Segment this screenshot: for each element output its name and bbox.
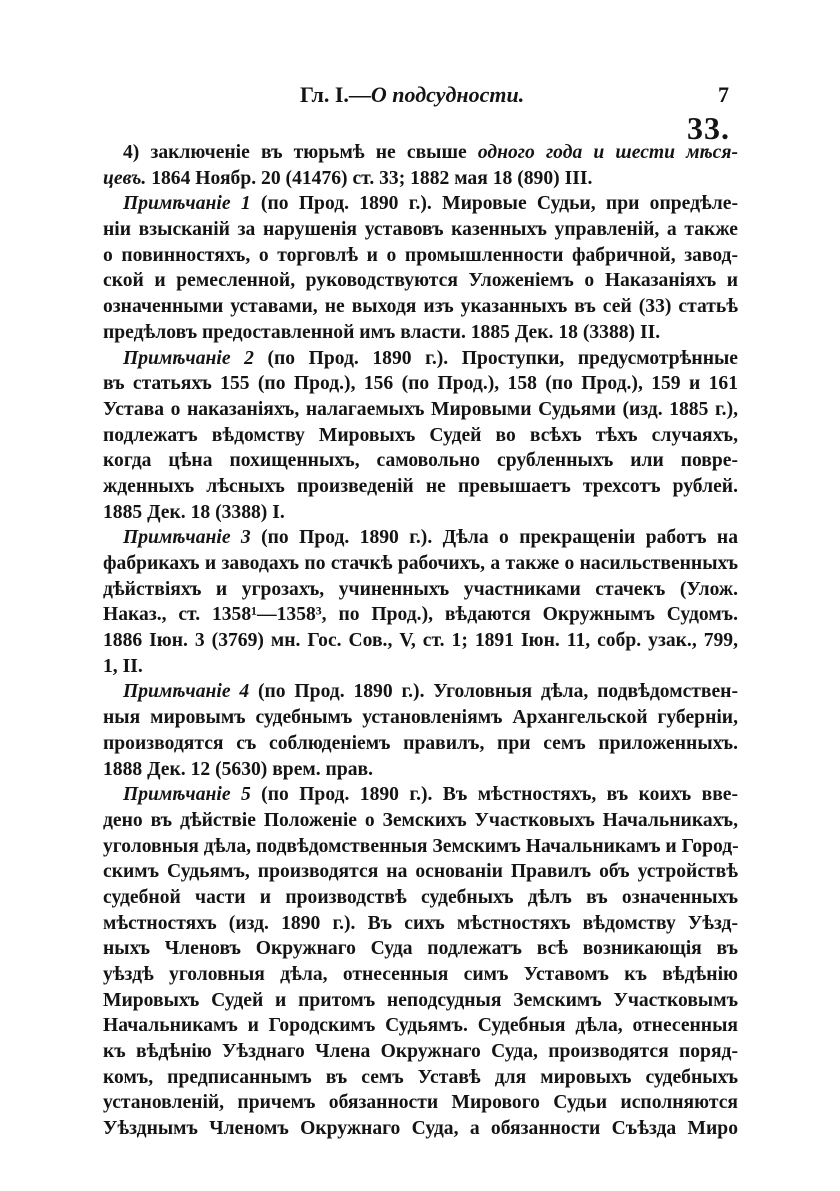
text-line: [103, 525, 738, 551]
text-line: [103, 166, 738, 192]
text-line: [103, 346, 738, 372]
text-line: ской и ремесленной, руководствуются Уложеніемъ о Наказаніяхъ и: [103, 270, 738, 292]
text-line: Уѣзднымъ Членомъ Окружнаго Суда, а обязанности Съѣзда Миро: [103, 1118, 738, 1140]
note-4-label: Примѣчаніе 4: [123, 681, 250, 703]
note-1-label: Примѣчаніе 1: [123, 193, 251, 215]
text-line: 1, II.: [103, 655, 143, 677]
text-line: когда цѣна похищенныхъ, самовольно срубленныхъ или повре-: [103, 450, 738, 472]
text-line: судебной части и производствѣ судебныхъ дѣлъ въ означенныхъ: [103, 886, 738, 908]
running-head-title: О подсудности.: [370, 82, 525, 107]
item-4-citation: 1864 Ноябр. 20 (41476) ст. 33; 1882 мая 18 (890) III.: [146, 167, 593, 189]
note-3-text: (по Прод. 1890 г.). Дѣла о прекращеніи работъ на: [250, 527, 738, 549]
text-line: Устава о наказаніяхъ, налагаемыхъ Мировыми Судьями (изд. 1885 г.),: [103, 398, 738, 420]
item-4-term-cont: цевъ.: [103, 167, 147, 189]
text-line: къ вѣдѣнію Уѣзднаго Члена Окружнаго Суда, производятся поряд-: [103, 1041, 738, 1063]
note-5-text: (по Прод. 1890 г.). Въ мѣстностяхъ, въ коихъ вве-: [250, 784, 738, 806]
text-line: установленій, причемъ обязанности Мирового Судьи исполняются: [103, 1092, 738, 1114]
text-line: ніи взысканій за нарушенія уставовъ казенныхъ управленій, а также: [103, 219, 738, 241]
page-header: [0, 82, 840, 112]
text-line: комъ, предписаннымъ въ семъ Уставѣ для мировыхъ судебныхъ: [103, 1066, 738, 1088]
text-line: Мировыхъ Судей и притомъ неподсудныя Земскимъ Участковымъ: [103, 989, 738, 1011]
note-4-text: (по Прод. 1890 г.). Уголовныя дѣла, подвѣдомствен-: [249, 681, 738, 703]
text-line: [103, 679, 738, 705]
text-line: 1886 Іюн. 3 (3769) мн. Гос. Сов., V, ст. 1; 1891 Іюн. 11, собр. узак., 799,: [103, 630, 738, 652]
note-5-label: Примѣчаніе 5: [123, 784, 251, 806]
text-line: уголовныя дѣла, подвѣдомственныя Земскимъ Начальникамъ и Город-: [103, 835, 739, 857]
text-line: мѣстностяхъ (изд. 1890 г.). Въ сихъ мѣстностяхъ вѣдомству Уѣзд-: [103, 912, 738, 934]
text-line: дѣйствіяхъ и угрозахъ, учиненныхъ участниками стачекъ (Улож.: [103, 578, 738, 600]
text-line: ныхъ Членовъ Окружнаго Суда подлежатъ всѣ возникающія въ: [103, 938, 738, 960]
item-4-term: одного года и шести мѣся-: [477, 142, 738, 163]
note-2-text: (по Прод. 1890 г.). Проступки, предусмотрѣнные: [253, 347, 738, 369]
text-line: уѣздѣ уголовныя дѣла, отнесенныя симъ Уставомъ къ вѣдѣнію: [103, 964, 738, 985]
text-line: 1888 Дек. 12 (5630) врем. прав.: [103, 758, 373, 780]
text-line: [103, 782, 738, 808]
article-body: [103, 140, 738, 1142]
text-line: [103, 191, 738, 217]
item-4-text: 4) заключеніе въ тюрьмѣ не свыше: [123, 142, 478, 163]
text-line: 1885 Дек. 18 (3388) I.: [103, 501, 285, 523]
text-line: Начальникамъ и Городскимъ Судьямъ. Судебныя дѣла, отнесенныя: [103, 1015, 738, 1037]
text-line: Наказ., ст. 1358¹—1358³, по Прод.), вѣдаются Окружнымъ Судомъ.: [103, 604, 738, 626]
text-line: производятся съ соблюденіемъ правилъ, при семъ приложенныхъ.: [103, 732, 738, 754]
text-line: означенными уставами, не выходя изъ указанныхъ въ сей (33) статьѣ: [103, 296, 738, 318]
running-head: [300, 82, 524, 108]
text-line: скимъ Судьямъ, производятся на основаніи Правилъ объ устройствѣ: [103, 861, 738, 883]
page-number: 7: [718, 82, 729, 107]
text-line: предѣловъ предоставленной имъ власти. 1885 Дек. 18 (3388) II.: [103, 321, 661, 343]
note-2-label: Примѣчаніе 2: [123, 347, 254, 369]
running-head-chapter: Гл. I.—: [300, 82, 371, 107]
text-line: фабрикахъ и заводахъ по стачкѣ рабочихъ, а также о насильственныхъ: [103, 553, 738, 574]
text-line: въ статьяхъ 155 (по Прод.), 156 (по Прод.), 158 (по Прод.), 159 и 161: [103, 373, 738, 395]
text-line: подлежатъ вѣдомству Мировыхъ Судей во всѣхъ тѣхъ случаяхъ,: [103, 424, 738, 446]
note-1-text: (по Прод. 1890 г.). Мировые Судьи, при опредѣле-: [250, 193, 738, 215]
article-number: 33.: [687, 110, 730, 146]
text-line: жденныхъ лѣсныхъ произведеній не превышаетъ трехсотъ рублей.: [103, 475, 738, 497]
text-line: [103, 140, 738, 166]
text-line: ныя мировымъ судебнымъ установленіямъ Архангельской губерніи,: [103, 707, 738, 729]
note-3-label: Примѣчаніе 3: [123, 527, 251, 549]
text-line: дено въ дѣйствіе Положеніе о Земскихъ Участковыхъ Начальникахъ,: [103, 809, 738, 831]
text-line: о повинностяхъ, о торговлѣ и о промышленности фабричной, завод-: [103, 244, 738, 266]
